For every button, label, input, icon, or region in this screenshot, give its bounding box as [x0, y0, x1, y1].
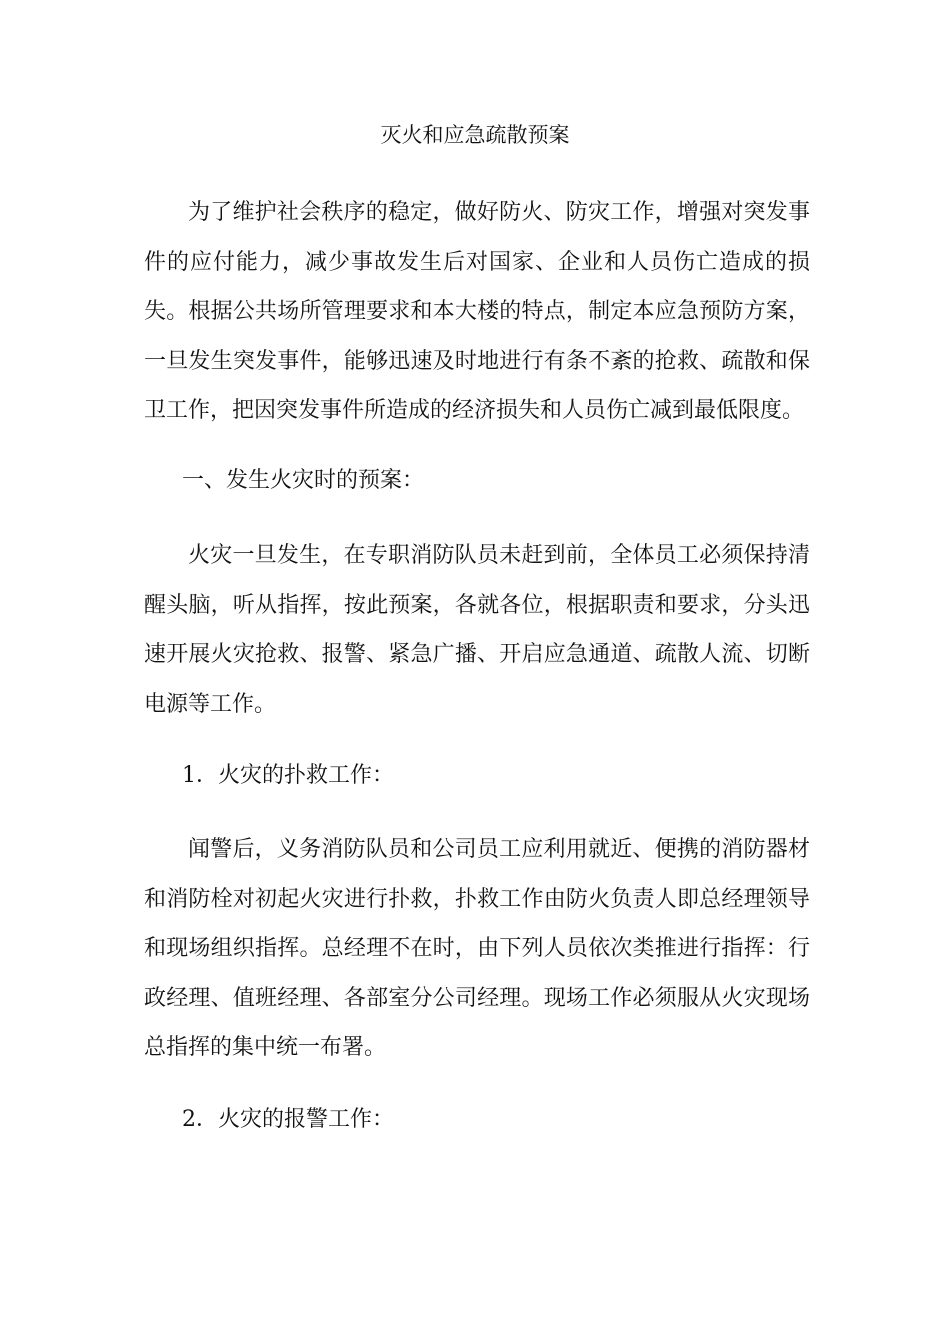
subsection-1-heading: 1．火灾的扑救工作：	[182, 763, 394, 788]
subsection-1-paragraph: 闻警后，义务消防队员和公司员工应利用就近、便携的消防器材和消防栓对初起火灾进行扑救，扑救工作由防火负责人即总经理领导和现场组织指挥。总经理不在时，由下列人员依次类推进行指挥：行政经理、值班经理、各部室分公司经理。现场工作必须服从火灾现场总指挥的集中统一布署。	[144, 837, 810, 1061]
document-title: 灭火和应急疏散预案	[380, 123, 570, 147]
section-1-paragraph: 火灾一旦发生，在专职消防队员未赶到前，全体员工必须保持清醒头脑，听从指挥，按此预案，各就各位，根据职责和要求，分头迅速开展火灾抢救、报警、紧急广播、开启应急通道、疏散人流、切断电源等工作。	[144, 543, 810, 717]
intro-paragraph: 为了维护社会秩序的稳定，做好防火、防灾工作，增强对突发事件的应付能力，减少事故发生后对国家、企业和人员伤亡造成的损失。根据公共场所管理要求和本大楼的特点，制定本应急预防方案，一旦发生突发事件，能够迅速及时地进行有条不紊的抢救、疏散和保卫工作，把因突发事件所造成的经济损失和人员伤亡减到最低限度。	[144, 200, 810, 424]
section-1-heading: 一、发生火灾时的预案：	[182, 468, 425, 493]
subsection-2-heading: 2．火灾的报警工作：	[182, 1107, 394, 1132]
